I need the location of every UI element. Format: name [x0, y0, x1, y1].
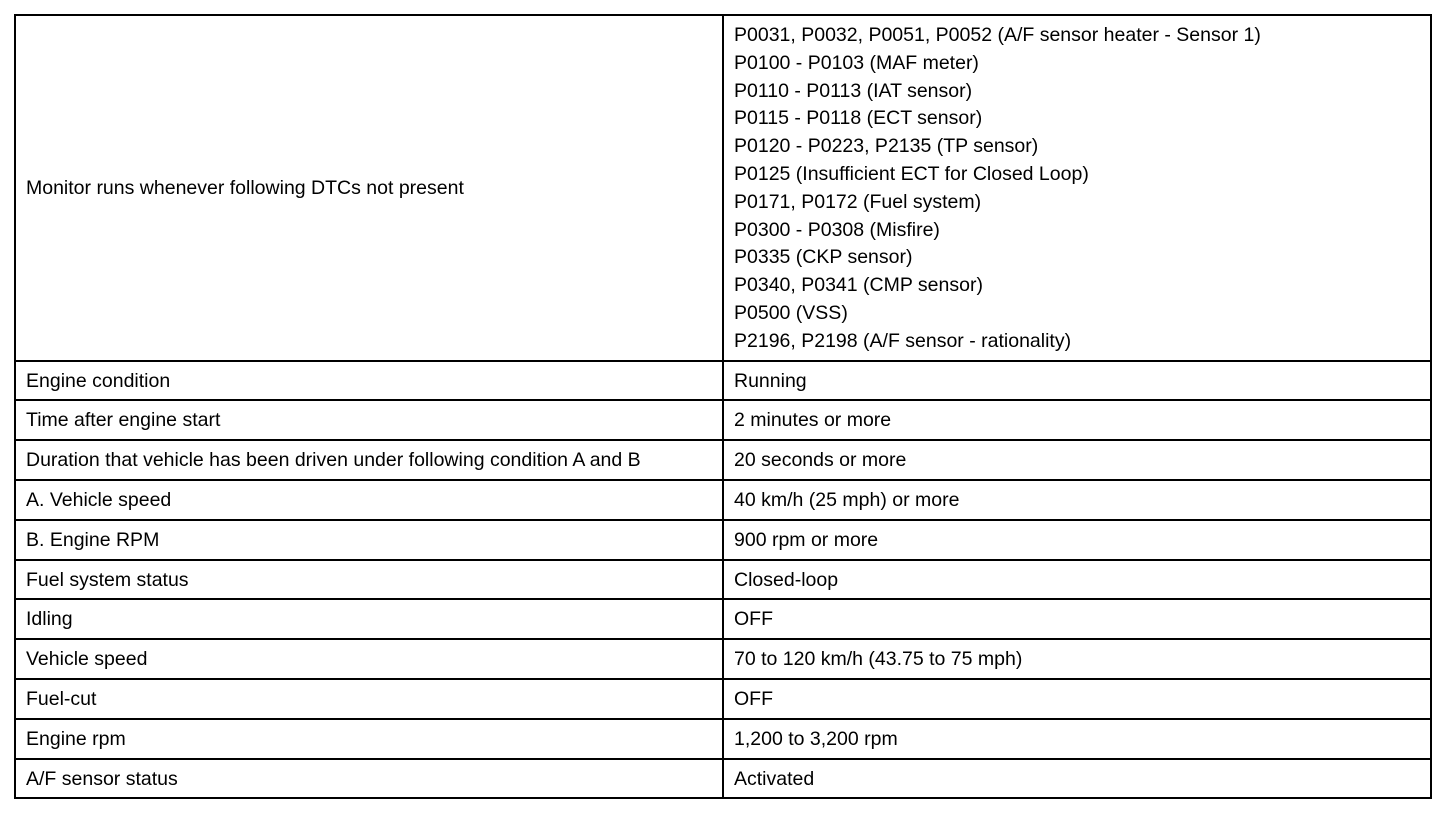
value-cell: Activated	[723, 759, 1431, 799]
dtc-line: P0340, P0341 (CMP sensor)	[734, 274, 983, 297]
condition-cell: Fuel system status	[15, 560, 723, 600]
dtc-line: P0171, P0172 (Fuel system)	[734, 190, 982, 213]
table-row-engine-rpm-b	[15, 520, 1431, 560]
table-row-vehicle-speed	[15, 639, 1431, 679]
table-row-duration	[15, 440, 1431, 480]
value-cell: OFF	[723, 599, 1431, 639]
condition-cell: Fuel-cut	[15, 679, 723, 719]
table-row-vehicle-speed-a	[15, 480, 1431, 520]
dtc-line: P0500 (VSS)	[734, 301, 848, 324]
table-row-idling	[15, 599, 1431, 639]
dtc-line: P0335 (CKP sensor)	[734, 246, 913, 269]
dtc-line: P0110 - P0113 (IAT sensor)	[734, 79, 973, 102]
table-row-fuel-system-status	[15, 560, 1431, 600]
condition-cell: Vehicle speed	[15, 639, 723, 679]
value-cell: 900 rpm or more	[723, 520, 1431, 560]
dtc-line: P2196, P2198 (A/F sensor - rationality)	[734, 329, 1072, 352]
dtc-line: P0120 - P0223, P2135 (TP sensor)	[734, 135, 1039, 158]
dtc-line: P0031, P0032, P0051, P0052 (A/F sensor heater - Sensor 1)	[734, 24, 1261, 46]
condition-cell: Monitor runs whenever following DTCs not present	[15, 15, 723, 361]
value-cell: OFF	[723, 679, 1431, 719]
table-row-fuel-cut	[15, 679, 1431, 719]
value-cell: 20 seconds or more	[723, 440, 1431, 480]
value-cell: Running	[723, 361, 1431, 401]
conditions-table	[14, 14, 1432, 799]
table-row-engine-rpm	[15, 719, 1431, 759]
condition-cell: Idling	[15, 599, 723, 639]
dtc-line: P0100 - P0103 (MAF meter)	[734, 51, 979, 74]
dtc-list-cell	[723, 15, 1431, 361]
dtc-line: P0300 - P0308 (Misfire)	[734, 218, 940, 241]
table-row-af-sensor-status	[15, 759, 1431, 799]
dtc-line: P0125 (Insufficient ECT for Closed Loop)	[734, 162, 1089, 185]
value-cell: 1,200 to 3,200 rpm	[723, 719, 1431, 759]
table-row-engine-condition	[15, 361, 1431, 401]
value-cell: 70 to 120 km/h (43.75 to 75 mph)	[723, 639, 1431, 679]
condition-cell: Engine condition	[15, 361, 723, 401]
value-cell: 2 minutes or more	[723, 400, 1431, 440]
condition-cell: A/F sensor status	[15, 759, 723, 799]
condition-cell: B. Engine RPM	[15, 520, 723, 560]
table-row-dtc-monitor	[15, 15, 1431, 361]
condition-cell: Duration that vehicle has been driven under following condition A and B	[15, 440, 723, 480]
condition-cell: Time after engine start	[15, 400, 723, 440]
table-row-time-after-start	[15, 400, 1431, 440]
condition-cell: A. Vehicle speed	[15, 480, 723, 520]
value-cell: Closed-loop	[723, 560, 1431, 600]
condition-cell: Engine rpm	[15, 719, 723, 759]
value-cell: 40 km/h (25 mph) or more	[723, 480, 1431, 520]
dtc-line: P0115 - P0118 (ECT sensor)	[734, 107, 983, 130]
